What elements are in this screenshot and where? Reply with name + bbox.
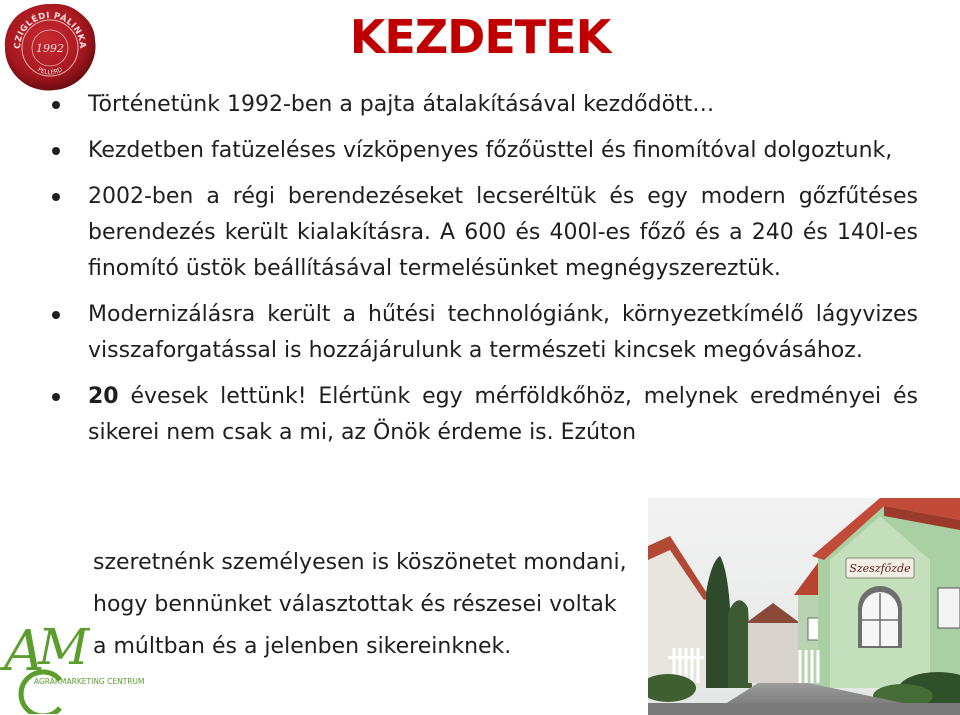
continuation-line: szeretnénk személyesen is köszönetet mondani, — [93, 550, 627, 575]
photo-sign-text: Szeszfőzde — [849, 562, 911, 575]
bullet-text: Kezdetben fatüzeléses vízköpenyes főzőüsttel és finomítóval dolgoztunk, — [88, 138, 893, 163]
seal-bottom-text: PELLÉRD — [36, 66, 64, 77]
svg-text:A: A — [4, 619, 45, 684]
bullet-text: 2002-ben a régi berendezéseket lecseréltük és egy modern gőzfűtéses berendezés került kialakításra. A 600 és 400l-es főző és a 240 és 140l-es finomító üstök beállításával termelésünket megnégyszereztük. — [88, 184, 918, 281]
bullet-dot-icon — [52, 193, 60, 201]
bullet-dot-icon — [52, 393, 60, 401]
continuation-line: hogy bennünket választottak és részesei voltak — [93, 592, 617, 617]
bullet-item — [52, 87, 918, 123]
bullet-item — [52, 133, 918, 169]
bullet-list — [52, 85, 918, 451]
bullet-text: évesek lettünk! Elértünk egy mérföldkőhöz, melynek eredményei és sikerei nem csak a mi, az Önök érdeme is. Ezúton — [88, 384, 918, 445]
seal-top-text: CZIGLÉDI PÁLINKA — [12, 10, 88, 50]
slide-title: KEZDETEK — [349, 10, 611, 64]
bullet-dot-icon — [52, 311, 60, 319]
bullet-text: Történetünk 1992-ben a pajta átalakításával kezdődött… — [88, 92, 715, 117]
bullet-text: Modernizálásra került a hűtési technológiánk, környezetkímélő lágyvizes visszaforgatással is hozzájárulunk a természeti kincsek megóvásához. — [88, 302, 918, 363]
bullet-dot-icon — [52, 101, 60, 109]
svg-text:M: M — [38, 618, 90, 676]
bullet-item — [52, 179, 918, 287]
bullet-item — [52, 297, 918, 369]
bullet-item — [52, 379, 918, 451]
seal-year: 1992 — [36, 42, 64, 55]
distillery-photo — [648, 498, 960, 715]
bullet-strong-text: 20 — [88, 384, 119, 409]
amc-caption: AGRÁRMARKETING CENTRUM — [34, 677, 145, 686]
continuation-line: a múltban és a jelenben sikereinknek. — [93, 634, 512, 659]
bullet-dot-icon — [52, 147, 60, 155]
